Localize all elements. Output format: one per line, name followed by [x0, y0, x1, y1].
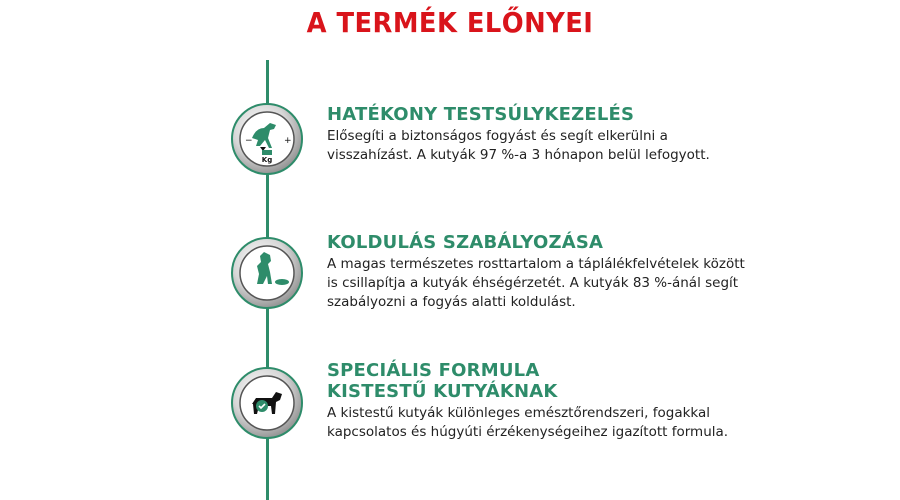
benefit-item — [327, 232, 747, 312]
benefit-title-line-1: SPECIÁLIS FORMULA — [327, 360, 540, 381]
benefit-title: HATÉKONY TESTSÚLYKEZELÉS — [327, 104, 635, 125]
svg-text:+: + — [284, 136, 292, 146]
weight-loss-dog-icon — [230, 102, 304, 176]
benefit-text: A kistestű kutyák különleges emésztőrendszeri, fogakkal kapcsolatos és húgyúti érzékenységeihez igazított formula. — [327, 405, 729, 440]
benefit-title-line-2: KISTESTŰ KUTYÁKNAK — [327, 381, 558, 402]
svg-text:−: − — [245, 136, 253, 146]
kg-label: Kg — [261, 156, 273, 164]
benefit-text: A magas természetes rosttartalom a táplálékfelvételek között is csillapítja a kutyák éhségérzetét. A kutyák 83 %-ánál segít szabályozni a fogyás alatti koldulást. — [327, 256, 745, 310]
begging-dog-icon — [230, 236, 304, 310]
benefit-item — [327, 104, 747, 165]
benefit-title: KOLDULÁS SZABÁLYOZÁSA — [327, 232, 604, 253]
page-title: A TERMÉK ELŐNYEI — [306, 6, 594, 39]
benefit-text: Elősegíti a biztonságos fogyást és segít elkerülni a visszahízást. A kutyák 97 %-a 3 hónapon belül lefogyott. — [327, 128, 710, 163]
small-dog-check-icon — [230, 366, 304, 440]
benefit-item — [327, 360, 747, 442]
